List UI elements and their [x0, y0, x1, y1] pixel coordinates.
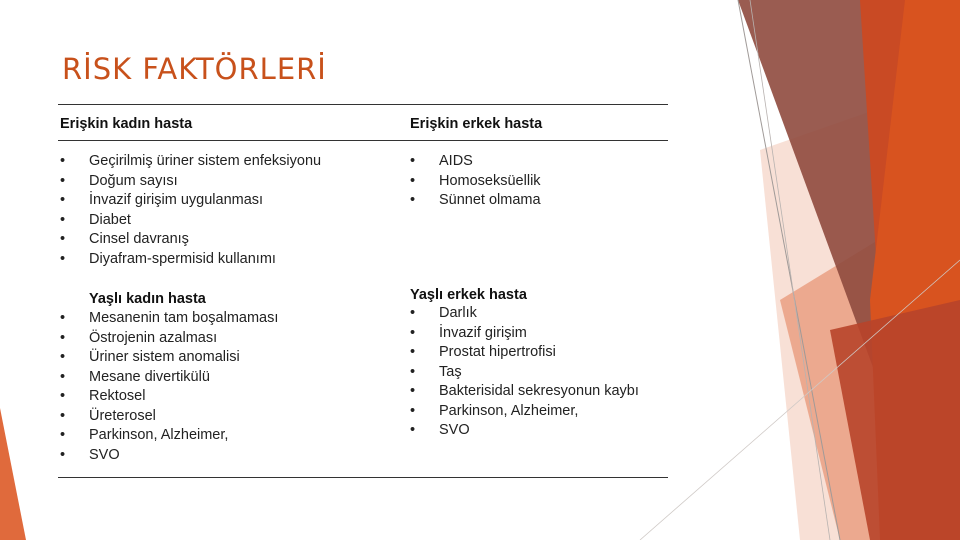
- table-header-rule: [58, 140, 668, 141]
- bullet: •: [60, 407, 66, 424]
- heading-elderly-male: Yaşlı erkek hasta: [410, 287, 527, 303]
- list-item: • SVO: [410, 421, 668, 441]
- list-item: • Mesane divertikülü: [60, 368, 400, 388]
- list-item: • İnvazif girişim uygulanması: [60, 191, 400, 211]
- list-item: • Cinsel davranış: [60, 230, 400, 250]
- bullet: •: [60, 349, 66, 365]
- list-item: • SVO: [60, 446, 400, 466]
- bullet: •: [60, 329, 66, 346]
- bullet: •: [410, 402, 416, 419]
- bullet: •: [60, 310, 66, 326]
- list-item: • Homoseksüellik: [410, 172, 668, 192]
- list-item: • AIDS: [410, 152, 668, 172]
- heading-adult-female: Erişkin kadın hasta: [60, 116, 193, 132]
- facet-left-orange: [0, 408, 26, 540]
- list-item: • İnvazif girişim: [410, 324, 668, 344]
- list-adult-female: [60, 152, 400, 269]
- bullet: •: [60, 192, 66, 208]
- bullet: •: [60, 211, 66, 228]
- bullet: •: [410, 192, 416, 208]
- list-item: • Diyafram-spermisid kullanımı: [60, 250, 400, 270]
- bullet: •: [60, 231, 66, 247]
- heading-elderly-female: Yaşlı kadın hasta: [89, 291, 206, 307]
- bullet: •: [60, 172, 66, 189]
- list-item: • Rektosel: [60, 387, 400, 407]
- bullet: •: [60, 427, 66, 443]
- bullet: •: [410, 363, 416, 380]
- bullet: •: [60, 368, 66, 385]
- list-item: • Üriner sistem anomalisi: [60, 348, 400, 368]
- bullet: •: [410, 344, 416, 360]
- list-item: • Taş: [410, 363, 668, 383]
- bullet: •: [60, 153, 66, 169]
- list-item: • Geçirilmiş üriner sistem enfeksiyonu: [60, 152, 400, 172]
- list-adult-male: [410, 152, 668, 211]
- list-item: • Mesanenin tam boşalmaması: [60, 309, 400, 329]
- heading-adult-male: Erişkin erkek hasta: [410, 116, 543, 132]
- list-item: • Östrojenin azalması: [60, 329, 400, 349]
- bullet: •: [410, 172, 416, 189]
- table-top-rule: [58, 104, 668, 105]
- bullet: •: [60, 388, 66, 404]
- bullet: •: [60, 250, 66, 267]
- bullet: •: [410, 383, 416, 399]
- list-elderly-male: [410, 304, 668, 441]
- bullet: •: [410, 153, 416, 169]
- list-item: • Diabet: [60, 211, 400, 231]
- bullet: •: [60, 446, 66, 463]
- list-item: • Darlık: [410, 304, 668, 324]
- bullet: •: [410, 305, 416, 321]
- page-title: RİSK FAKTÖRLERİ: [62, 52, 327, 86]
- list-item: • Bakterisidal sekresyonun kaybı: [410, 382, 668, 402]
- risk-factor-table: [58, 104, 668, 480]
- list-item: • Sünnet olmama: [410, 191, 668, 211]
- bullet: •: [410, 324, 416, 341]
- table-bottom-rule: [58, 477, 668, 478]
- list-item: • Üreterosel: [60, 407, 400, 427]
- list-item: • Prostat hipertrofisi: [410, 343, 668, 363]
- list-item: • Parkinson, Alzheimer,: [410, 402, 668, 422]
- list-item: • Doğum sayısı: [60, 172, 400, 192]
- list-item: • Parkinson, Alzheimer,: [60, 426, 400, 446]
- list-elderly-female: [60, 309, 400, 465]
- bullet: •: [410, 422, 416, 438]
